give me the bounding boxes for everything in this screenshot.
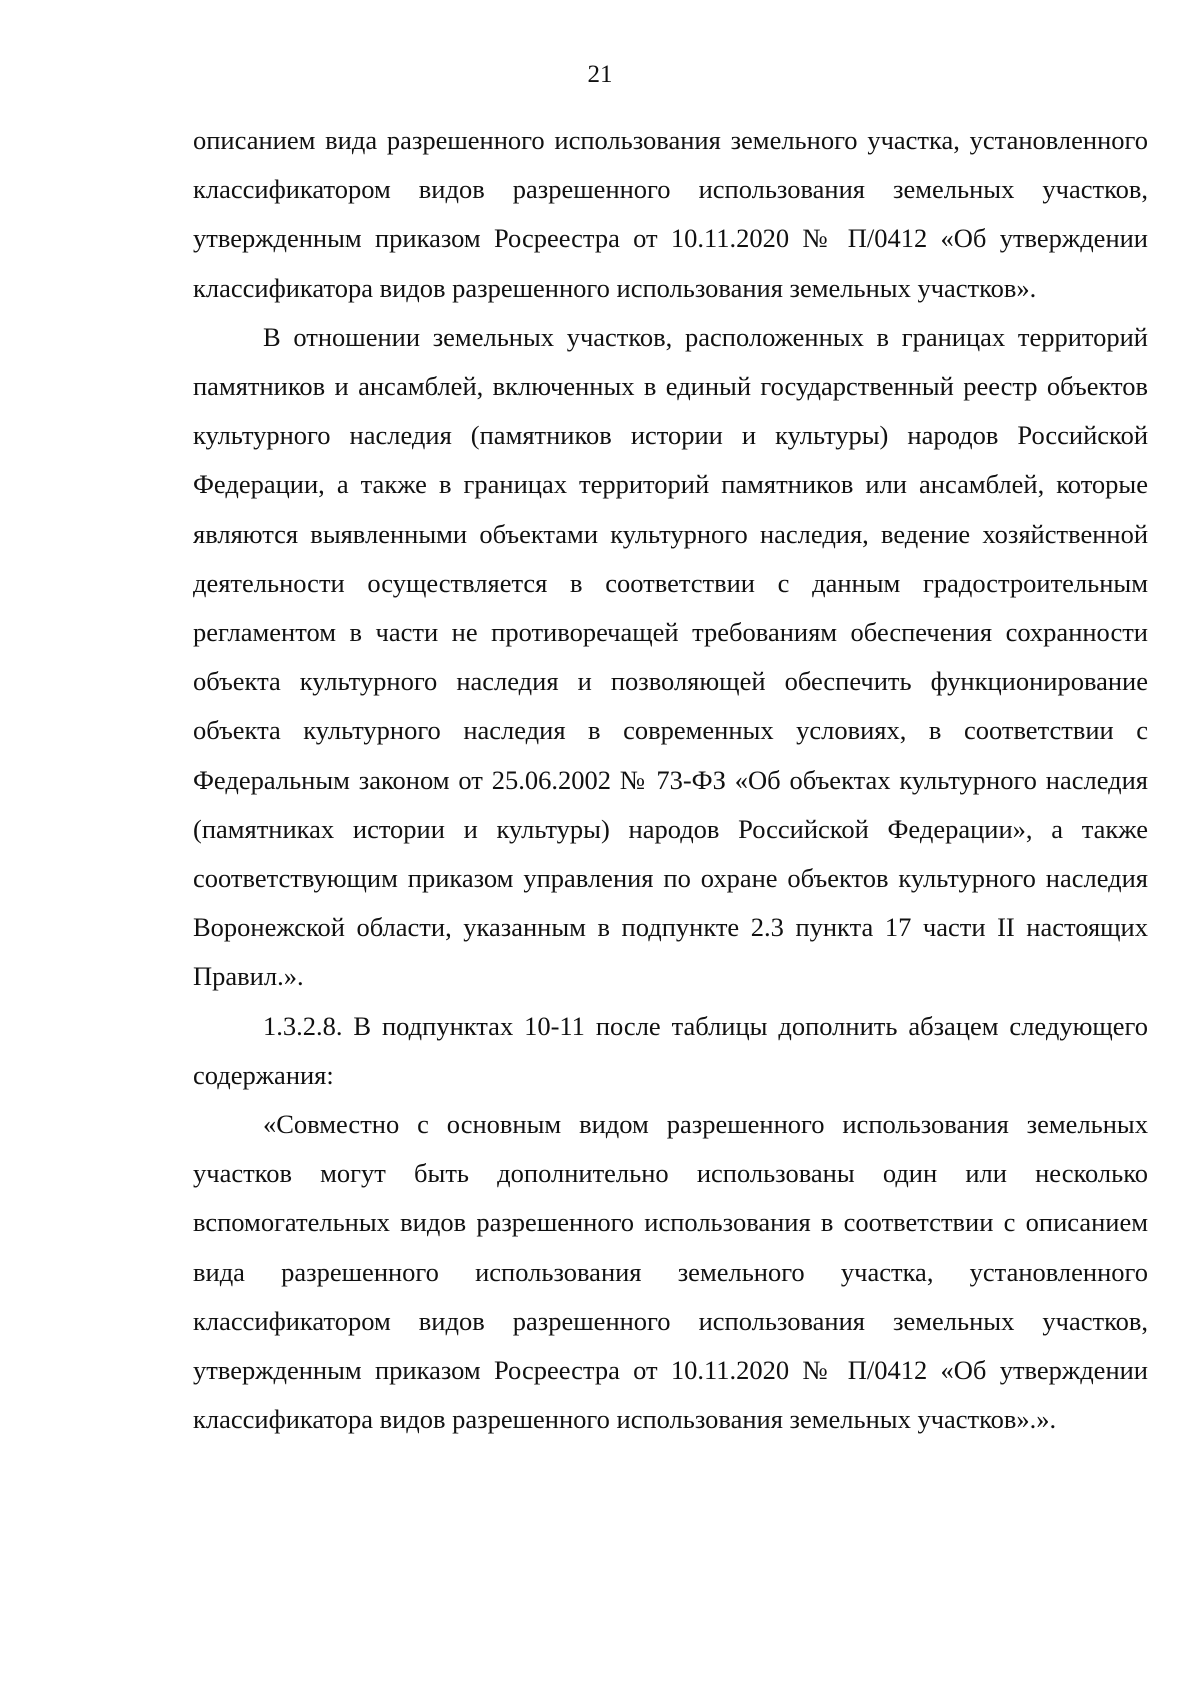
paragraph-amendment-1-3-2-8: 1.3.2.8. В подпунктах 10-11 после таблицы дополнить абзацем следующего содержания: [193,1010,1148,1090]
paragraph-cultural-heritage: В отношении земельных участков, расположенных в границах территорий памятников и ансамблей, включенных в единый государственный реестр объектов культурного наследия (памятников истории и культуры) народов Российской Федерации, а также в границах территорий памятников или ансамблей, которые являются выявленными объектами культурного наследия, ведение хозяйственной деятельности осуществляется в соответствии с данным градостроительным регламентом в части не противоречащей требованиям обеспечения сохранности объекта культурного наследия и позволяющей обеспечить функционирование объекта культурного наследия в современных условиях, в соответствии с Федеральным законом от 25.06.2002 № 73-ФЗ «Об объектах культурного наследия (памятниках истории и культуры) народов Российской Федерации», а также соответствующим приказом управления по охране объектов культурного наследия Воронежской области, указанным в подпункте 2.3 пункта 17 части II настоящих Правил.». [193,321,1148,992]
page-number: 21 [587,61,613,88]
document-body [193,116,1148,1444]
paragraph-continuation: описанием вида разрешенного использования земельного участка, установленного классификатором видов разрешенного использования земельных участков, утвержденным приказом Росреестра от 10.11.2020 № П/0412 «Об утверждении классификатора видов разрешенного использования земельных участков». [193,125,1148,303]
paragraph-inserted-text: «Совместно с основным видом разрешенного использования земельных участков могут быть дополнительно использованы один или несколько вспомогательных видов разрешенного использования в соответствии с описанием вида разрешенного использования земельного участка, установленного классификатором видов разрешенного использования земельных участков, утвержденным приказом Росреестра от 10.11.2020 № П/0412 «Об утверждении классификатора видов разрешенного использования земельных участков».». [193,1109,1148,1435]
